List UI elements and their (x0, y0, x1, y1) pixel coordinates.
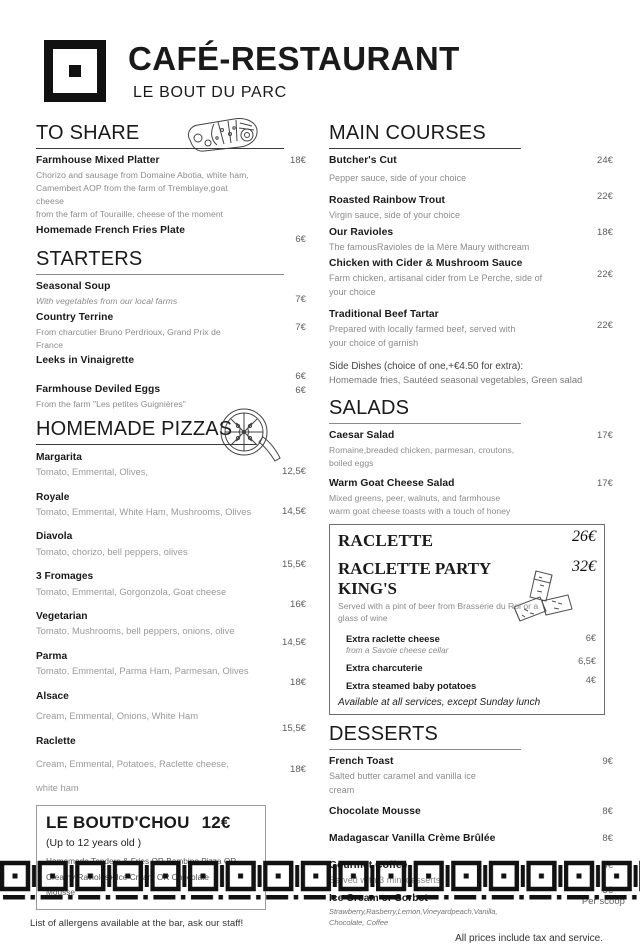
item-price: 15,5€ (281, 559, 306, 571)
item-desc: France (36, 340, 64, 351)
menu-item (323, 190, 613, 222)
item-desc: Salted butter caramel and vanilla ice (329, 771, 476, 782)
item-price: 8€ (602, 805, 613, 817)
item-price: 6€ (295, 383, 306, 395)
item-name: Roasted Rainbow Trout (329, 195, 446, 207)
decorative-border (0, 859, 640, 905)
menu-item (26, 224, 306, 245)
item-desc: Farm chicken, artisanal cider from Le Perche, side of (329, 273, 543, 284)
raclette-extra (338, 656, 596, 674)
menu-item (26, 734, 306, 795)
menu-item (26, 154, 306, 220)
item-price: 18€ (290, 154, 306, 165)
icecream-flavors: Chocolate, Coffee (329, 918, 389, 928)
section-pizzas (26, 418, 306, 796)
item-name: Homemade French Fries Plate (36, 225, 185, 237)
side-dishes-list: Homemade fries, Sautéed seasonal vegetables, Green salad (329, 374, 583, 386)
item-name: Diavola (36, 531, 73, 543)
item-price: 9€ (602, 755, 613, 767)
item-price: 14,5€ (281, 505, 306, 517)
menu-item (323, 308, 613, 350)
section-to-share (26, 122, 306, 245)
allergens-note: List of allergens available at the bar, ask our staff! (30, 918, 244, 930)
item-desc: Prepared with locally farmed beef, served with (329, 324, 516, 335)
section-heading-starters: STARTERS (36, 248, 143, 271)
item-price: 8€ (602, 832, 613, 844)
menu-item (26, 280, 306, 308)
item-desc: boiled eggs (329, 457, 374, 468)
item-price: 17€ (597, 476, 613, 488)
side-dishes-title: Side Dishes (choice of one,+€4.50 for extra): (329, 361, 524, 373)
page-title: CAFÉ-RESTAURANT (128, 40, 460, 77)
item-name: Farmhouse Mixed Platter (36, 155, 160, 166)
item-name: 3 Fromages (36, 571, 94, 583)
item-price: 17€ (597, 429, 613, 441)
raclette-title: RACLETTE (338, 530, 434, 550)
section-divider (329, 749, 521, 750)
item-name: Chocolate Mousse (329, 806, 421, 818)
item-desc: from the farm of Touraille, cheese of the moment (36, 208, 224, 219)
item-name: Seasonal Soup (36, 281, 111, 293)
item-desc: Pepper sauce, side of your choice (329, 172, 467, 183)
menu-header (0, 0, 640, 102)
item-name: Our Ravioles (329, 226, 394, 238)
item-price: 24€ (597, 154, 613, 165)
menu-item (323, 226, 613, 254)
item-price: 18€ (289, 677, 306, 689)
item-name: Farmhouse Deviled Eggs (36, 383, 161, 395)
item-desc: Tomato, chorizo, bell peppers, olives (36, 545, 188, 557)
item-name: French Toast (329, 756, 394, 768)
item-name: Extra raclette cheese (346, 633, 440, 645)
item-name: Traditional Beef Tartar (329, 309, 439, 321)
square-dot-logo-icon (44, 40, 106, 102)
item-price: 7€ (295, 321, 306, 333)
item-price: 6€ (585, 633, 596, 644)
section-divider (329, 148, 521, 149)
raclette-party (338, 559, 596, 626)
icecream-flavors: Strawberry,Rasberry,Lemon,Vineyardpeach,Vanilla, (329, 907, 498, 917)
item-price: 18€ (597, 225, 613, 237)
section-heading-pizzas: HOMEMADE PIZZAS (36, 417, 233, 440)
section-heading-to-share: TO SHARE (36, 122, 140, 144)
item-price: 16€ (289, 599, 306, 611)
item-name: Extra steamed baby potatoes (346, 680, 477, 692)
item-price: 22€ (597, 190, 613, 202)
raclette-party-price: 32€ (572, 557, 596, 575)
raclette-extra (338, 633, 596, 655)
item-name: Royale (36, 491, 70, 503)
item-desc: your choice of garnish (329, 337, 419, 348)
section-divider (329, 423, 521, 424)
item-price: 22€ (597, 319, 613, 331)
raclette-price: 26€ (572, 527, 596, 545)
raclette-party-desc: Served with a pint of beer from Brasserie du Roi or a glass of wine (338, 600, 539, 624)
menu-item (323, 154, 613, 185)
menu-item (26, 529, 306, 571)
menu-item (323, 832, 613, 847)
item-name: Country Terrine (36, 312, 114, 324)
item-price: 6€ (295, 369, 306, 381)
item-desc: Tomato, Emmental, White Ham, Mushrooms, Olives (36, 505, 252, 517)
menu-item (26, 569, 306, 611)
brand-titles (128, 36, 460, 102)
item-desc: Romaine,breaded chicken, parmesan, croutons, (329, 445, 515, 456)
item-name: Chicken with Cider & Mushroom Sauce (329, 258, 523, 270)
raclette-extra (338, 675, 596, 692)
item-desc: Cream, Emmental, Potatoes, Raclette cheese, (36, 758, 229, 770)
menu-item (26, 354, 306, 381)
raclette-main (338, 527, 596, 551)
item-desc: Camembert AOP from the farm of Tremblaye,goat cheese (36, 182, 228, 206)
price-notice: All prices include tax and service. (455, 933, 603, 944)
item-name: Raclette (36, 735, 76, 747)
item-price: 14,5€ (281, 637, 306, 649)
item-name: Margarita (36, 451, 82, 463)
menu-item (323, 429, 613, 470)
menu-item (26, 689, 306, 734)
item-price: 7€ (295, 293, 306, 305)
item-price: 22€ (597, 268, 613, 280)
raclette-party-title: RACLETTE PARTY KING'S (338, 558, 491, 599)
section-divider (36, 274, 284, 275)
menu-item (323, 755, 613, 797)
item-desc: cream (329, 784, 355, 795)
menu-item (26, 311, 306, 352)
item-desc: From charcutier Bruno Perdrioux, Grand Prix de (36, 327, 221, 338)
menu-item (26, 609, 306, 649)
kids-menu-title: LE BOUTD'CHOU (46, 813, 190, 833)
item-desc: warm goat cheese toasts with a touch of honey (329, 505, 511, 516)
item-desc: Chorizo and sausage from Domaine Abotia, white ham, (36, 169, 249, 180)
section-starters (26, 248, 306, 410)
item-desc: The famousRavioles de la Mère Maury withcream (329, 241, 530, 252)
item-desc: With vegetables from our local farms (36, 296, 178, 307)
left-column (26, 122, 306, 929)
item-name: Alsace (36, 690, 69, 702)
item-desc: Tomato, Emmental, Gorgonzola, Goat cheese (36, 585, 227, 597)
item-name: Butcher's Cut (329, 155, 397, 166)
item-price: 4€ (585, 675, 596, 686)
section-salads (323, 397, 613, 517)
item-price: 15,5€ (281, 722, 306, 734)
item-price: 18€ (289, 763, 306, 775)
item-name: Warm Goat Cheese Salad (329, 477, 455, 489)
item-price: 6,5€ (578, 656, 596, 667)
item-name: Vegetarian (36, 611, 88, 623)
menu-item (26, 450, 306, 480)
item-desc: Virgin sauce, side of your choice (329, 210, 461, 221)
item-desc: From the farm "Les petites Guignières" (36, 398, 186, 409)
charcuterie-board-icon (184, 114, 262, 158)
menu-item (26, 490, 306, 520)
item-name: Parma (36, 651, 68, 663)
item-desc: Tomato, Mushrooms, bell peppers, onions, olive (36, 625, 235, 637)
kids-age-note: (Up to 12 years old ) (46, 837, 142, 850)
item-name: Madagascar Vanilla Crème Brûlée (329, 833, 496, 845)
raclette-availability-note: Available at all services, except Sunday lunch (338, 697, 541, 709)
kids-menu-price: 12€ (201, 813, 231, 833)
item-price: 12,5€ (281, 465, 306, 477)
item-desc: your choice (329, 286, 376, 297)
item-desc: from a Savoie cheese cellar (346, 645, 449, 656)
section-heading-salads: SALADS (329, 397, 410, 420)
menu-item (26, 649, 306, 689)
section-heading-main-courses: MAIN COURSES (329, 122, 486, 144)
item-name: Caesar Salad (329, 430, 395, 442)
brand-subtitle: LE BOUT DU PARC (133, 83, 287, 101)
item-desc: Tomato, Emmental, Olives, (36, 465, 149, 477)
item-desc: Tomato, Emmental, Parma Ham, Parmesan, Olives (36, 665, 249, 677)
menu-item (323, 257, 613, 299)
raclette-box (329, 524, 605, 716)
menu-item (323, 805, 613, 820)
section-main-courses (323, 122, 613, 385)
item-name: Extra charcuterie (346, 662, 423, 674)
section-heading-desserts: DESSERTS (329, 723, 439, 746)
item-name: Leeks in Vinaigrette (36, 354, 135, 366)
item-desc: Mixed greens, peer, walnuts, and farmhouse (329, 492, 501, 503)
menu-item (323, 477, 613, 518)
item-desc: white ham (36, 781, 79, 793)
item-price: 6€ (295, 233, 306, 245)
item-desc: Cream, Emmental, Onions, White Ham (36, 710, 199, 722)
right-column (323, 122, 613, 944)
